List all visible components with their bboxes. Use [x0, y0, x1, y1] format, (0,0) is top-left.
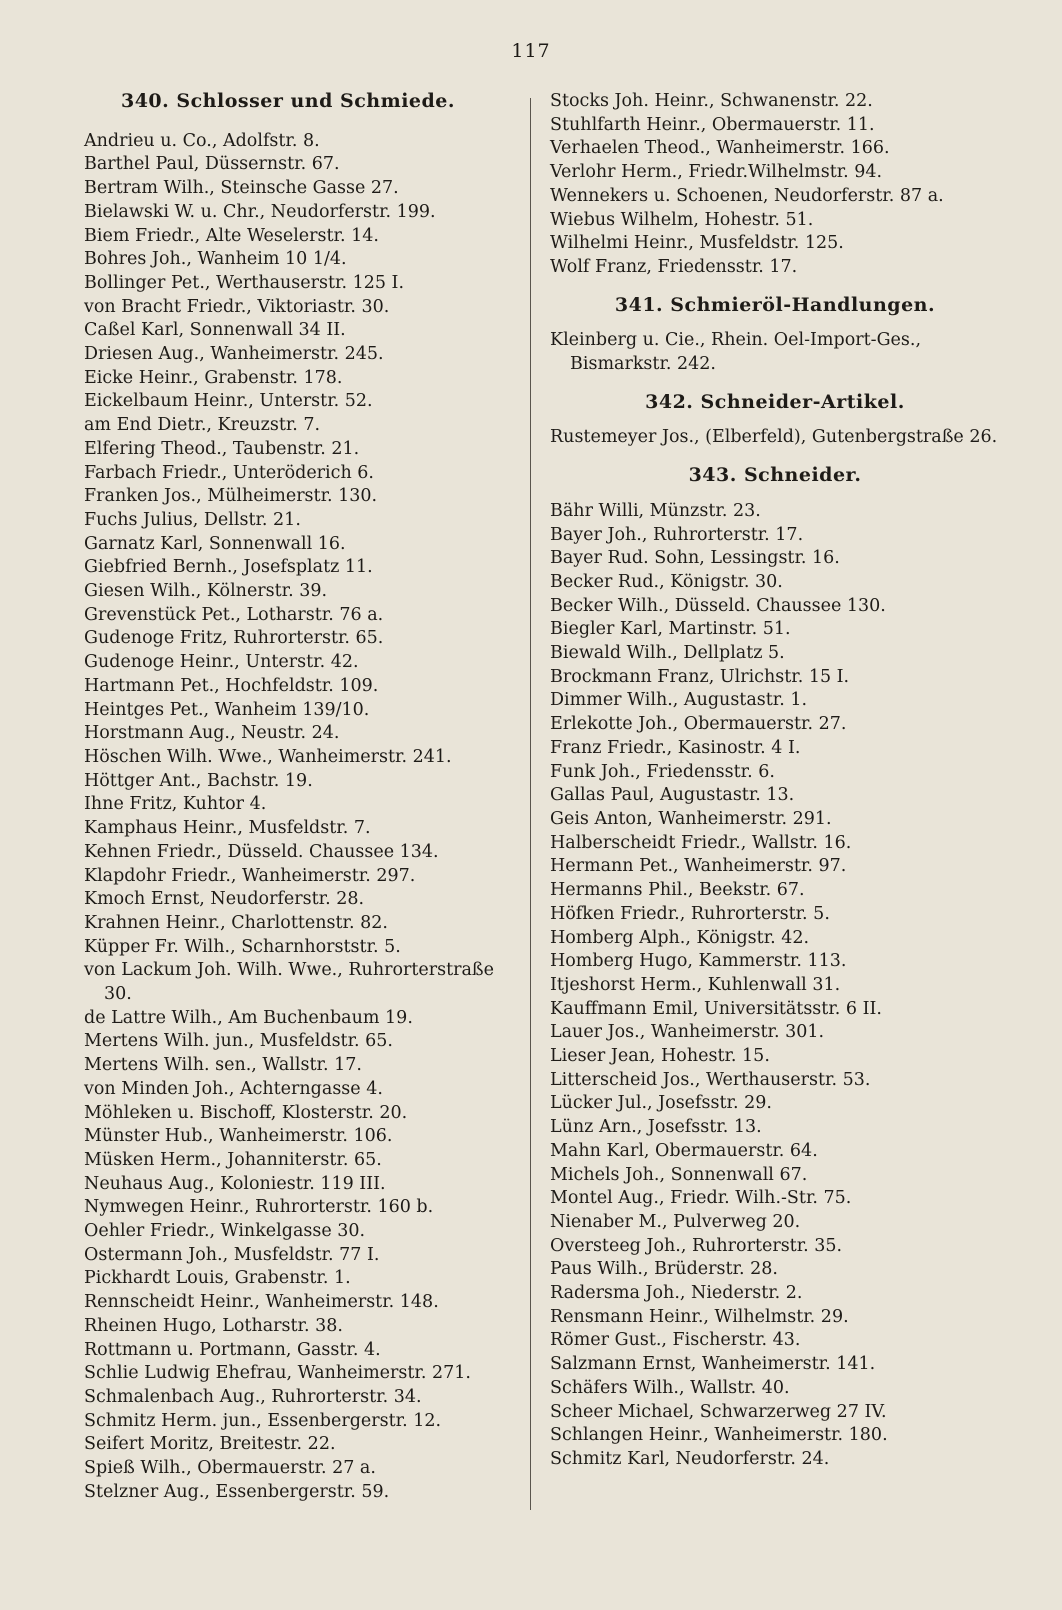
directory-entry: Wennekers u. Schoenen, Neudorferstr. 87 a.	[550, 185, 944, 206]
directory-entry: Lünz Arn., Josefsstr. 13.	[550, 1117, 762, 1138]
directory-entry: Möhleken u. Bischoff, Klosterstr. 20.	[84, 1102, 408, 1123]
directory-entry: Stuhlfarth Heinr., Obermauerstr. 11.	[550, 114, 875, 135]
directory-entry: Becker Rud., Königstr. 30.	[550, 571, 783, 592]
directory-entry: von Bracht Friedr., Viktoriastr. 30.	[84, 296, 390, 317]
directory-entry: Ihne Fritz, Kuhtor 4.	[84, 794, 267, 815]
directory-entry: Biegler Karl, Martinstr. 51.	[550, 619, 791, 640]
directory-entry: Lücker Jul., Josefsstr. 29.	[550, 1093, 772, 1114]
directory-entry: Heintges Pet., Wanheim 139/10.	[84, 699, 370, 720]
directory-entry: Höfken Friedr., Ruhrorterstr. 5.	[550, 903, 830, 924]
directory-entry: Rensmann Heinr., Wilhelmstr. 29.	[550, 1306, 849, 1327]
directory-entry: Caßel Karl, Sonnenwall 34 II.	[84, 320, 346, 341]
section-343-list	[550, 500, 1000, 1472]
directory-entry: Salzmann Ernst, Wanheimerstr. 141.	[550, 1354, 876, 1375]
directory-entry: Bertram Wilh., Steinsche Gasse 27.	[84, 178, 399, 199]
directory-entry: Mahn Karl, Obermauerstr. 64.	[550, 1140, 818, 1161]
directory-entry: Eickelbaum Heinr., Unterstr. 52.	[84, 391, 373, 412]
section-heading-341: 341. Schmieröl-Handlungen.	[614, 293, 936, 316]
directory-entry: Schlangen Heinr., Wanheimerstr. 180.	[550, 1425, 888, 1446]
directory-entry: Schmalenbach Aug., Ruhrorterstr. 34.	[84, 1386, 422, 1407]
section-heading-342: 342. Schneider-Artikel.	[645, 390, 905, 413]
directory-entry: Franken Jos., Mülheimerstr. 130.	[84, 486, 378, 507]
directory-entry: Elfering Theod., Taubenstr. 21.	[84, 438, 360, 459]
directory-entry: von Lackum Joh. Wilh. Wwe., Ruhrorterstraße 30.	[84, 960, 494, 1005]
directory-entry: Homberg Alph., Königstr. 42.	[550, 927, 810, 948]
directory-entry: Eicke Heinr., Grabenstr. 178.	[84, 367, 343, 388]
directory-entry: Hermanns Phil., Beekstr. 67.	[550, 880, 805, 901]
directory-entry: Horstmann Aug., Neustr. 24.	[84, 723, 340, 744]
right-column	[550, 90, 1000, 1472]
directory-entry: Gudenoge Fritz, Ruhrorterstr. 65.	[84, 628, 384, 649]
directory-entry: Schmitz Karl, Neudorferstr. 24.	[550, 1448, 830, 1469]
directory-entry: Pickhardt Louis, Grabenstr. 1.	[84, 1268, 351, 1289]
directory-entry: Rennscheidt Heinr., Wanheimerstr. 148.	[84, 1292, 439, 1313]
section-340-list	[84, 130, 514, 1505]
directory-entry: Bollinger Pet., Werthauserstr. 125 I.	[84, 272, 405, 293]
page-number: 117	[511, 40, 551, 62]
directory-entry: Michels Joh., Sonnenwall 67.	[550, 1164, 808, 1185]
left-column	[84, 90, 514, 1504]
directory-entry: am End Dietr., Kreuzstr. 7.	[84, 415, 321, 436]
directory-entry: Lauer Jos., Wanheimerstr. 301.	[550, 1022, 825, 1043]
directory-entry: Franz Friedr., Kasinostr. 4 I.	[550, 737, 801, 758]
directory-entry: Wiebus Wilhelm, Hohestr. 51.	[550, 209, 814, 230]
directory-entry: Radersma Joh., Niederstr. 2.	[550, 1283, 803, 1304]
section-342-list	[550, 426, 1000, 450]
directory-entry: Litterscheid Jos., Werthauserstr. 53.	[550, 1069, 871, 1090]
directory-entry: Wilhelmi Heinr., Musfeldstr. 125.	[550, 233, 844, 254]
directory-entry: Klapdohr Friedr., Wanheimerstr. 297.	[84, 865, 416, 886]
directory-entry: Grevenstück Pet., Lotharstr. 76 a.	[84, 604, 384, 625]
directory-entry: Driesen Aug., Wanheimerstr. 245.	[84, 344, 384, 365]
directory-entry: Müsken Herm., Johanniterstr. 65.	[84, 1149, 382, 1170]
directory-entry: Verlohr Herm., Friedr.Wilhelmstr. 94.	[550, 162, 883, 183]
directory-entry: Kamphaus Heinr., Musfeldstr. 7.	[84, 818, 371, 839]
directory-entry: Hermann Pet., Wanheimerstr. 97.	[550, 856, 847, 877]
directory-entry: Stelzner Aug., Essenbergerstr. 59.	[84, 1481, 390, 1502]
directory-entry: Erlekotte Joh., Obermauerstr. 27.	[550, 714, 847, 735]
directory-entry: Montel Aug., Friedr. Wilh.-Str. 75.	[550, 1188, 852, 1209]
directory-entry: Oehler Friedr., Winkelgasse 30.	[84, 1221, 366, 1242]
directory-entry: Kleinberg u. Cie., Rhein. Oel-Import-Ges., Bismarkstr. 242.	[550, 330, 922, 375]
directory-entry: Mertens Wilh. jun., Musfeldstr. 65.	[84, 1031, 393, 1052]
directory-entry: Rottmann u. Portmann, Gasstr. 4.	[84, 1339, 381, 1360]
directory-entry: Becker Wilh., Düsseld. Chaussee 130.	[550, 595, 886, 616]
directory-entry: Geis Anton, Wanheimerstr. 291.	[550, 808, 832, 829]
directory-entry: Homberg Hugo, Kammerstr. 113.	[550, 951, 847, 972]
directory-entry: Neuhaus Aug., Koloniestr. 119 III.	[84, 1173, 386, 1194]
directory-entry: Dimmer Wilh., Augustastr. 1.	[550, 690, 808, 711]
directory-entry: Seifert Moritz, Breitestr. 22.	[84, 1434, 336, 1455]
section-heading-340: 340. Schlosser und Schmiede.	[120, 90, 456, 112]
directory-entry: Biem Friedr., Alte Weselerstr. 14.	[84, 225, 379, 246]
directory-entry: Bayer Rud. Sohn, Lessingstr. 16.	[550, 548, 840, 569]
directory-entry: von Minden Joh., Achterngasse 4.	[84, 1078, 383, 1099]
directory-entry: Nymwegen Heinr., Ruhrorterstr. 160 b.	[84, 1197, 434, 1218]
directory-entry: Paus Wilh., Brüderstr. 28.	[550, 1259, 778, 1280]
directory-entry: Hartmann Pet., Hochfeldstr. 109.	[84, 675, 379, 696]
directory-entry: Rheinen Hugo, Lotharstr. 38.	[84, 1315, 343, 1336]
directory-entry: Rustemeyer Jos., (Elberfeld), Gutenbergstraße 26.	[550, 427, 998, 448]
directory-entry: Scheer Michael, Schwarzerweg 27 IV.	[550, 1401, 887, 1422]
directory-entry: Giesen Wilh., Kölnerstr. 39.	[84, 581, 328, 602]
section-341-list	[550, 329, 1000, 376]
directory-entry: Giebfried Bernh., Josefsplatz 11.	[84, 557, 373, 578]
directory-entry: Bielawski W. u. Chr., Neudorferstr. 199.	[84, 201, 436, 222]
directory-entry: Schäfers Wilh., Wallstr. 40.	[550, 1377, 790, 1398]
section-340-continued-list	[550, 90, 1000, 280]
directory-entry: Stocks Joh. Heinr., Schwanenstr. 22.	[550, 91, 873, 111]
column-divider	[530, 98, 531, 1510]
directory-entry: Höschen Wilh. Wwe., Wanheimerstr. 241.	[84, 746, 452, 767]
directory-entry: Verhaelen Theod., Wanheimerstr. 166.	[550, 138, 890, 159]
directory-entry: Schmitz Herm. jun., Essenbergerstr. 12.	[84, 1410, 442, 1431]
directory-entry: Brockmann Franz, Ulrichstr. 15 I.	[550, 666, 850, 687]
directory-entry: Fuchs Julius, Dellstr. 21.	[84, 509, 301, 530]
directory-entry: Bohres Joh., Wanheim 10 1/4.	[84, 249, 347, 270]
directory-entry: Andrieu u. Co., Adolfstr. 8.	[84, 130, 320, 151]
directory-entry: Barthel Paul, Düssernstr. 67.	[84, 154, 340, 175]
directory-entry: Münster Hub., Wanheimerstr. 106.	[84, 1126, 393, 1147]
directory-entry: Kehnen Friedr., Düsseld. Chaussee 134.	[84, 841, 439, 862]
directory-entry: Wolf Franz, Friedensstr. 17.	[550, 256, 798, 277]
directory-entry: Biewald Wilh., Dellplatz 5.	[550, 643, 785, 664]
directory-entry: Itjeshorst Herm., Kuhlenwall 31.	[550, 974, 841, 995]
directory-entry: Krahnen Heinr., Charlottenstr. 82.	[84, 912, 388, 933]
directory-entry: Funk Joh., Friedensstr. 6.	[550, 761, 775, 782]
directory-entry: Nienaber M., Pulverweg 20.	[550, 1211, 801, 1232]
directory-entry: Garnatz Karl, Sonnenwall 16.	[84, 533, 346, 554]
directory-entry: Halberscheidt Friedr., Wallstr. 16.	[550, 832, 852, 853]
directory-entry: Schlie Ludwig Ehefrau, Wanheimerstr. 271.	[84, 1363, 471, 1384]
directory-entry: Gallas Paul, Augustastr. 13.	[550, 785, 795, 806]
directory-entry: Bayer Joh., Ruhrorterstr. 17.	[550, 524, 804, 545]
directory-entry: Kmoch Ernst, Neudorferstr. 28.	[84, 889, 365, 910]
directory-entry: Kauffmann Emil, Universitätsstr. 6 II.	[550, 998, 882, 1019]
directory-entry: Mertens Wilh. sen., Wallstr. 17.	[84, 1055, 362, 1076]
directory-entry: Gudenoge Heinr., Unterstr. 42.	[84, 652, 359, 673]
directory-entry: Spieß Wilh., Obermauerstr. 27 a.	[84, 1458, 376, 1479]
section-heading-343: 343. Schneider.	[688, 464, 862, 487]
directory-entry: Lieser Jean, Hohestr. 15.	[550, 1046, 770, 1067]
directory-entry: Höttger Ant., Bachstr. 19.	[84, 770, 313, 791]
directory-entry: Römer Gust., Fischerstr. 43.	[550, 1330, 801, 1351]
directory-entry: Farbach Friedr., Unteröderich 6.	[84, 462, 374, 483]
directory-entry: Oversteeg Joh., Ruhrorterstr. 35.	[550, 1235, 843, 1256]
directory-entry: Küpper Fr. Wilh., Scharnhorststr. 5.	[84, 936, 401, 957]
directory-entry: Bähr Willi, Münzstr. 23.	[550, 500, 761, 521]
directory-entry: de Lattre Wilh., Am Buchenbaum 19.	[84, 1007, 413, 1028]
directory-entry: Ostermann Joh., Musfeldstr. 77 I.	[84, 1244, 380, 1265]
